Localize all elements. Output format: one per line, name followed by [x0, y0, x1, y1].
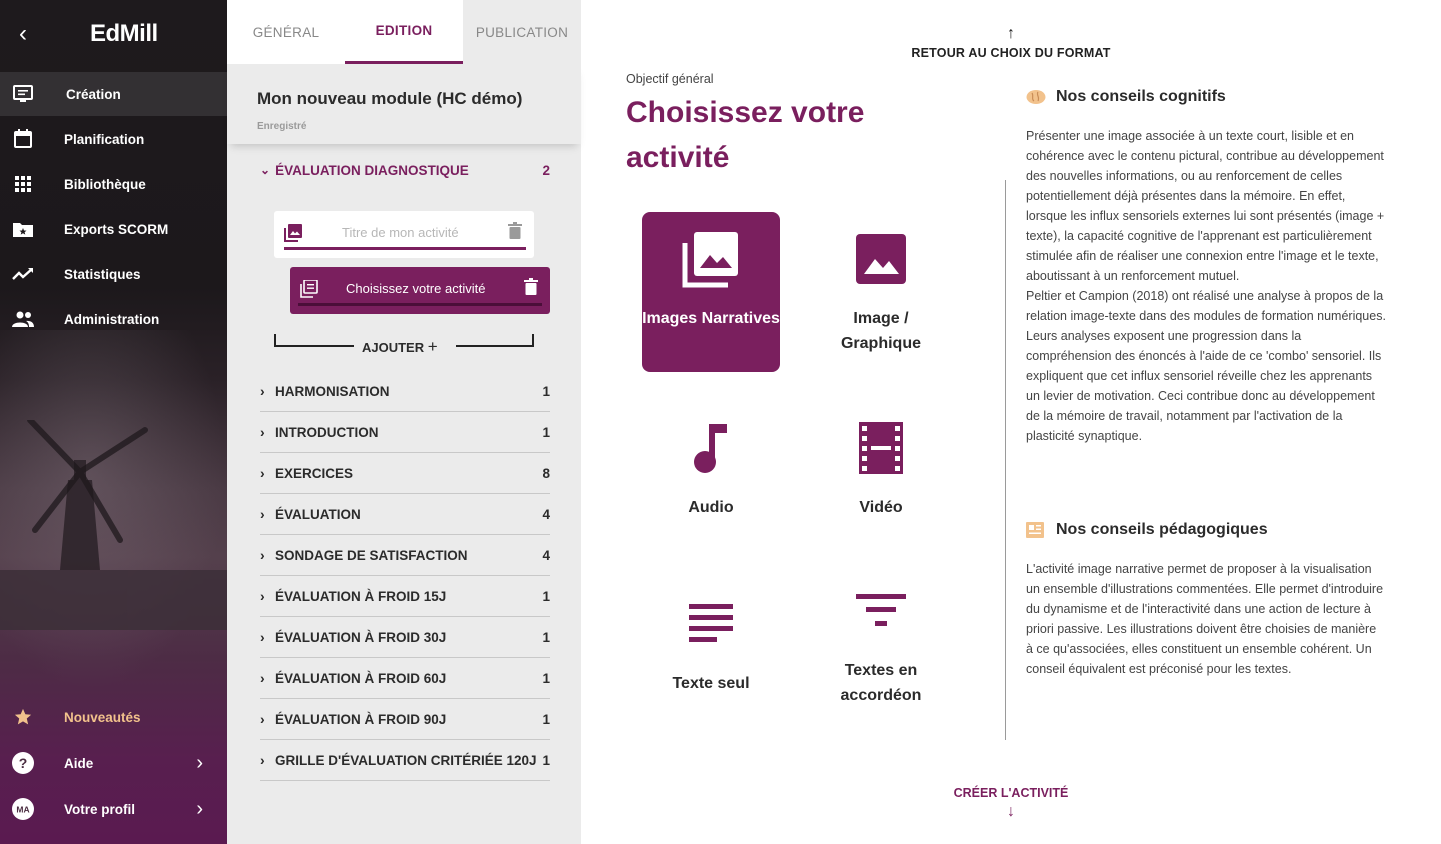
nav-item-nouveautes[interactable] — [0, 695, 227, 739]
section-count: 1 — [542, 629, 550, 645]
activity-underline — [284, 247, 526, 250]
create-activity-label: CRÉER L'ACTIVITÉ — [953, 786, 1069, 800]
bracket-right — [456, 334, 534, 347]
grid-icon — [12, 173, 34, 195]
save-status: Enregistré — [257, 121, 307, 132]
brain-icon — [1026, 88, 1046, 106]
tile-label: Image / Graphique — [840, 310, 921, 352]
cognitive-advice-text: Présenter une image associée à un texte court, lisible et en cohérence avec le contenu pictural, contribue au développement des nouvelles informations, ou au renforcement de celles potentiellement déjà présentes dans la mémoire. En effet, lorsque les influx sensoriels externes lui sont présentés (image + texte), la capacité cognitive de l'apprenant est particulièrement stimulée afin de réaliser une connexion entre l'image et le texte, aboutissant à un renforcement mutuel. Peltier et Campion (2018) ont réalisé une analyse à propos de la relation image-texte dans des modules de formation numériques. Leurs analyses exposent une progression dans la compréhension des énoncés à l'aide de ce 'combo' sensoriel. Ils expliquent que cet influx sensoriel réveille chez les apprenants un levier de motivation. Ceci contribue donc au développement de la mémoire de travail, notamment par l'activation de la plasticité synaptique. — [1026, 129, 1386, 443]
avatar-icon — [12, 798, 34, 820]
activity-title-input[interactable]: Titre de mon activité — [342, 225, 459, 240]
music-note-icon — [642, 422, 780, 474]
nav-item-administration[interactable] — [0, 297, 227, 341]
arrow-down-icon: ↓ — [1007, 803, 1015, 820]
section-count: 1 — [542, 670, 550, 686]
film-icon — [812, 422, 950, 474]
chevron-right-icon: › — [260, 383, 265, 399]
svg-text:MA: MA — [16, 804, 30, 815]
tile-label: Textes en accordéon — [840, 662, 922, 704]
section-row[interactable] — [260, 658, 550, 699]
section-row[interactable] — [260, 453, 550, 494]
edmill-logo: EdMill — [90, 20, 158, 47]
vertical-divider — [1005, 180, 1006, 740]
nav-label: Statistiques — [64, 266, 141, 282]
add-label: AJOUTER + — [362, 337, 438, 356]
advice-title: Nos conseils cognitifs — [1056, 88, 1226, 105]
section-row[interactable] — [260, 412, 550, 453]
section-label: EXERCICES — [275, 465, 354, 481]
nav-item-planification[interactable] — [0, 117, 227, 161]
section-row[interactable] — [260, 699, 550, 740]
section-count: 1 — [542, 752, 550, 768]
section-count: 1 — [542, 711, 550, 727]
nav-label: Administration — [64, 311, 160, 327]
chevron-right-icon: › — [196, 797, 203, 820]
nav-item-statistiques[interactable] — [0, 252, 227, 296]
module-title: Mon nouveau module (HC démo) — [257, 89, 523, 108]
tile-textes-accordeon[interactable] — [812, 580, 950, 710]
section-row[interactable] — [260, 494, 550, 535]
filter-icon — [812, 594, 950, 628]
section-label: ÉVALUATION À FROID 60J — [275, 670, 447, 686]
section-label: GRILLE D'ÉVALUATION CRITÉRIÉE 120J — [275, 752, 537, 768]
trash-icon[interactable] — [524, 278, 538, 300]
plus-icon: + — [427, 337, 438, 356]
section-list — [260, 371, 550, 781]
activity-card-choose[interactable] — [290, 267, 550, 314]
activity-type-icon — [300, 280, 318, 303]
svg-text:?: ? — [18, 755, 28, 771]
tile-label: Texte seul — [672, 675, 750, 692]
chevron-right-icon: › — [260, 629, 265, 645]
tab-publication[interactable]: PUBLICATION — [463, 0, 581, 64]
add-activity-button[interactable] — [274, 330, 534, 356]
objective-label: Objectif général — [626, 72, 714, 86]
activity-underline — [298, 303, 542, 306]
nav-item-exports-scorm[interactable] — [0, 207, 227, 251]
tile-label: Audio — [688, 499, 734, 516]
tile-audio[interactable] — [642, 405, 780, 530]
nav-item-creation[interactable] — [0, 72, 227, 116]
section-label: ÉVALUATION DIAGNOSTIQUE — [275, 162, 469, 178]
chevron-right-icon: › — [260, 752, 265, 768]
nav-item-aide[interactable] — [0, 741, 227, 785]
pedagogic-advice-text: L'activité image narrative permet de proposer à la visualisation un ensemble d'illustrations commentées. Elle permet d'introduire du dynamisme et de l'interactivité dans une action de lecture à priori passive. Les illustrations doivent être choisies de manière à ce qu'associées, elles constituent un ensemble cohérent. Un conseil équivalent est préconisé pour les textes. — [1026, 562, 1384, 676]
section-label: ÉVALUATION À FROID 90J — [275, 711, 447, 727]
main-navigation — [0, 0, 227, 844]
nav-label: Création — [66, 86, 121, 102]
section-label: INTRODUCTION — [275, 424, 379, 440]
section-row[interactable] — [260, 740, 550, 781]
nav-label: Nouveautés — [64, 709, 141, 725]
tile-video[interactable] — [812, 405, 950, 530]
nav-label: Aide — [64, 755, 94, 771]
chevron-right-icon: › — [260, 547, 265, 563]
trash-icon[interactable] — [508, 222, 522, 244]
back-to-format-label: RETOUR AU CHOIX DU FORMAT — [911, 46, 1111, 60]
chevron-right-icon: › — [260, 588, 265, 604]
tab-general[interactable]: GÉNÉRAL — [252, 24, 320, 40]
images-icon — [642, 232, 780, 288]
section-count: 8 — [542, 465, 550, 481]
section-label: SONDAGE DE SATISFACTION — [275, 547, 468, 563]
section-row[interactable] — [260, 371, 550, 412]
create-activity-button[interactable] — [931, 786, 1091, 820]
section-label: ÉVALUATION À FROID 30J — [275, 629, 447, 645]
tile-images-narratives[interactable] — [642, 212, 780, 372]
section-count: 1 — [542, 588, 550, 604]
section-evaluation-diagnostique[interactable] — [260, 158, 550, 182]
section-row[interactable] — [260, 535, 550, 576]
text-icon — [642, 604, 780, 644]
chevron-right-icon: › — [196, 751, 203, 774]
tile-image-graphique[interactable] — [812, 212, 950, 372]
nav-label: Bibliothèque — [64, 176, 146, 192]
nav-item-profil[interactable] — [0, 787, 227, 831]
activity-card-new[interactable] — [274, 211, 534, 258]
users-icon — [12, 308, 34, 330]
section-count: 4 — [542, 506, 550, 522]
section-count: 1 — [542, 424, 550, 440]
folder-star-icon — [12, 218, 34, 240]
chevron-right-icon: › — [260, 465, 265, 481]
back-to-format-button[interactable] — [881, 26, 1141, 60]
bracket-left — [274, 334, 354, 347]
section-count: 1 — [542, 383, 550, 399]
trend-icon — [12, 263, 34, 285]
activity-label: Choisissez votre activité — [346, 281, 486, 296]
chevron-right-icon: › — [260, 711, 265, 727]
tab-edition[interactable]: EDITION — [345, 0, 463, 64]
module-structure-panel — [227, 0, 581, 844]
pedagogic-advice-heading — [1026, 521, 1268, 539]
section-label: ÉVALUATION — [275, 506, 361, 522]
section-label: HARMONISATION — [275, 383, 390, 399]
calendar-icon — [12, 128, 34, 150]
star-icon — [12, 706, 34, 728]
cognitive-advice-heading — [1026, 88, 1226, 106]
nav-label: Exports SCORM — [64, 221, 169, 237]
newspaper-icon — [1026, 521, 1046, 539]
section-row[interactable] — [260, 576, 550, 617]
back-arrow-icon[interactable]: ‹ — [19, 20, 27, 47]
section-row[interactable] — [260, 617, 550, 658]
section-label: ÉVALUATION À FROID 15J — [275, 588, 447, 604]
advice-title: Nos conseils pédagogiques — [1056, 521, 1268, 538]
tab-bar — [227, 0, 581, 64]
module-header — [227, 64, 581, 144]
nav-header — [0, 0, 227, 70]
chevron-right-icon: › — [260, 424, 265, 440]
nav-label: Votre profil — [64, 801, 136, 817]
help-icon — [12, 752, 34, 774]
chevron-down-icon: ⌄ — [260, 163, 271, 177]
nav-item-bibliotheque[interactable] — [0, 162, 227, 206]
nav-label: Planification — [64, 131, 145, 147]
activity-chooser — [581, 0, 1441, 844]
image-icon — [812, 234, 950, 284]
tile-texte-seul[interactable] — [642, 580, 780, 710]
tile-label: Vidéo — [859, 499, 903, 516]
arrow-up-icon: ↑ — [1007, 25, 1015, 42]
page-title: Choisissez votre activité — [626, 96, 865, 174]
section-count: 4 — [542, 547, 550, 563]
tile-label: Images Narratives — [642, 310, 780, 327]
images-icon — [284, 224, 302, 247]
chevron-right-icon: › — [260, 670, 265, 686]
chevron-right-icon: › — [260, 506, 265, 522]
section-count: 2 — [542, 162, 550, 178]
creation-icon — [12, 83, 34, 105]
